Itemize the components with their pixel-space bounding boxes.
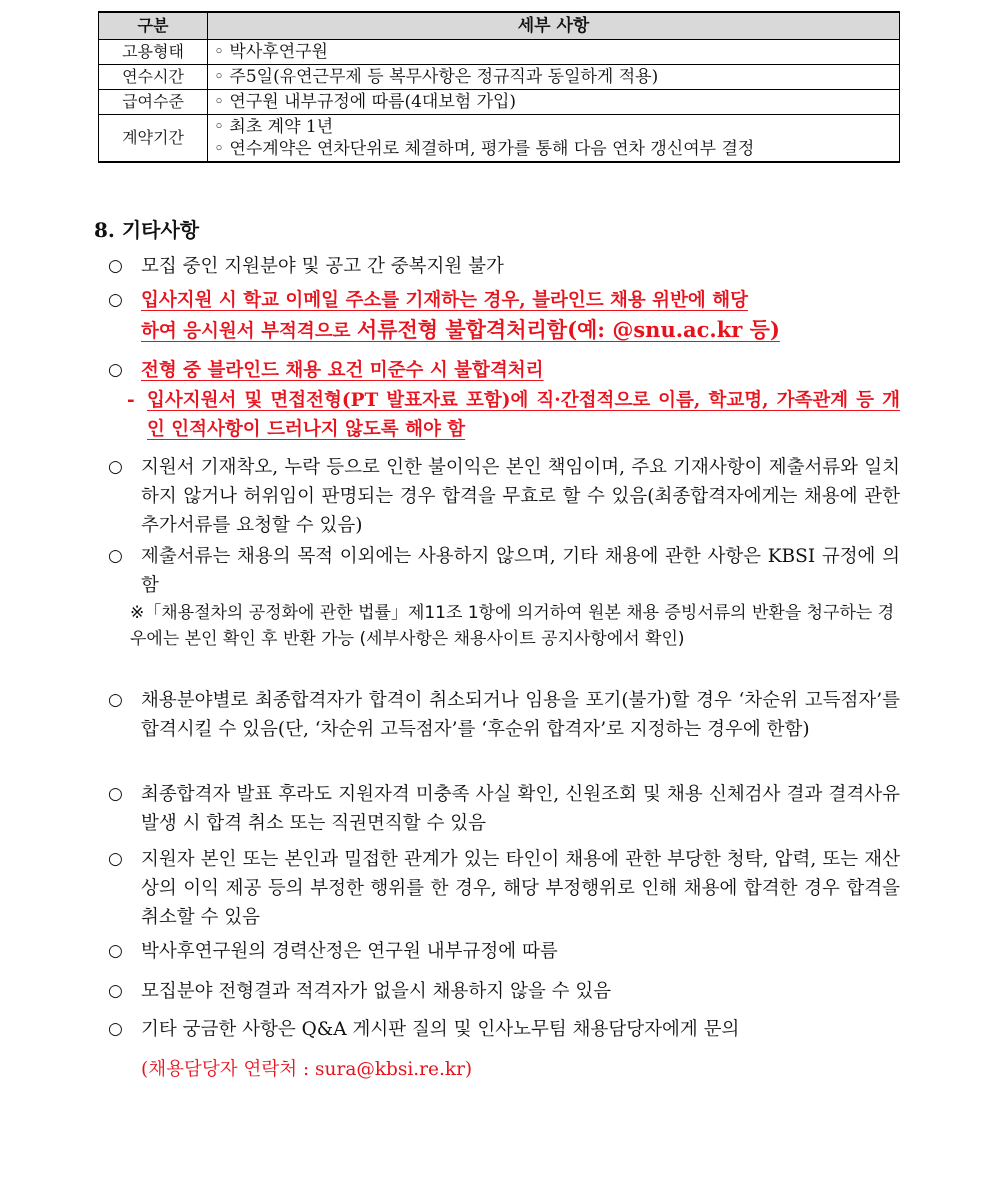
table-row xyxy=(99,90,900,115)
table-header-details: 세부 사항 xyxy=(208,12,900,40)
table-row xyxy=(99,65,900,90)
list-item xyxy=(108,453,900,540)
circle-bullet-icon: ○ xyxy=(108,546,123,566)
reference-note: ※「채용절차의 공정화에 관한 법률」제11조 1항에 의거하여 원본 채용 증빙서류의 반환을 청구하는 경우에는 본인 확인 후 반환 가능 (세부사항은 채용사이트 공지사항에서 확인) xyxy=(130,603,895,649)
item-text: 모집 중인 지원분야 및 공고 간 중복지원 불가 xyxy=(141,256,504,277)
item-text: 최종합격자 발표 후라도 지원자격 미충족 사실 확인, 신원조회 및 채용 신체검사 결과 결격사유 발생 시 합격 취소 또는 직권면직할 수 있음 xyxy=(141,784,900,834)
row-detail xyxy=(208,115,900,163)
item-text xyxy=(141,356,900,385)
item-text: 제출서류는 채용의 목적 이외에는 사용하지 않으며, 기타 채용에 관한 사항은 KBSI 규정에 의함 xyxy=(141,546,900,596)
table-header-row xyxy=(99,12,900,40)
list-item xyxy=(108,252,900,281)
row-detail: ◦ 연구원 내부규정에 따름(4대보험 가입) xyxy=(208,90,900,115)
row-label: 연수시간 xyxy=(99,65,208,90)
circle-bullet-icon: ○ xyxy=(108,784,123,804)
row-detail-line: ◦ 연수계약은 연차단위로 체결하며, 평가를 통해 다음 연차 갱신여부 결정 xyxy=(214,139,755,159)
list-item-blind-email xyxy=(108,286,900,346)
item-text-line: 입사지원 시 학교 이메일 주소를 기재하는 경우, 블라인드 채용 위반에 해당 xyxy=(141,290,748,311)
circle-bullet-icon: ○ xyxy=(108,290,123,310)
row-label: 계약기간 xyxy=(99,115,208,163)
item-text-line: 전형 중 블라인드 채용 요건 미준수 시 불합격처리 xyxy=(141,360,544,381)
circle-bullet-icon: ○ xyxy=(108,941,123,961)
list-item-blind-rule xyxy=(108,356,900,385)
item-text xyxy=(141,286,900,346)
circle-bullet-icon: ○ xyxy=(108,849,123,869)
table-header-category: 구분 xyxy=(99,12,208,40)
item-text: 모집분야 전형결과 적격자가 없을시 채용하지 않을 수 있음 xyxy=(141,981,612,1002)
table-row xyxy=(99,40,900,65)
row-detail: ◦ 박사후연구원 xyxy=(208,40,900,65)
item-text: 채용분야별로 최종합격자가 합격이 취소되거나 임용을 포기(불가)할 경우 ‘차순위 고득점자’를 합격시킬 수 있음(단, ‘차순위 고득점자’를 ‘후순위 합격자’로 지정하는 경우에 한함) xyxy=(141,690,900,740)
contact-email: (채용담당자 연락처 : sura@kbsi.re.kr) xyxy=(141,1059,473,1080)
section-title: 8. 기타사항 xyxy=(94,218,200,242)
sub-item xyxy=(127,386,900,444)
item-text-line: 하여 응시원서 부적격으로 xyxy=(141,321,357,342)
dash-bullet: - xyxy=(127,390,135,411)
row-label: 급여수준 xyxy=(99,90,208,115)
table-row xyxy=(99,115,900,163)
employment-conditions-table xyxy=(98,11,900,163)
sub-item-text: 입사지원서 및 면접전형(PT 발표자료 포함)에 직·간접적으로 이름, 학교명, 가족관계 등 개인 인적사항이 드러나지 않도록 해야 함 xyxy=(147,390,900,440)
row-detail-line: ◦ 최초 계약 1년 xyxy=(214,117,334,137)
contact-line xyxy=(108,1055,900,1084)
list-item xyxy=(108,937,900,966)
list-item xyxy=(108,845,900,932)
item-text: 지원자 본인 또는 본인과 밀접한 관계가 있는 타인이 채용에 관한 부당한 청탁, 압력, 또는 재산상의 이익 제공 등의 부정한 행위를 한 경우, 해당 부정행위로 인해 채용에 합격한 경우 합격을 취소할 수 있음 xyxy=(141,849,900,928)
circle-bullet-icon: ○ xyxy=(108,981,123,1001)
list-item xyxy=(108,780,900,838)
circle-bullet-icon: ○ xyxy=(108,360,123,380)
item-text-emphasis: 서류전형 불합격처리함(예: @snu.ac.kr 등) xyxy=(356,317,780,342)
circle-bullet-icon: ○ xyxy=(108,256,123,276)
circle-bullet-icon: ○ xyxy=(108,690,123,710)
list-item xyxy=(108,686,900,744)
item-text: 박사후연구원의 경력산정은 연구원 내부규정에 따름 xyxy=(141,941,558,962)
list-item xyxy=(108,1015,900,1044)
circle-bullet-icon: ○ xyxy=(108,1019,123,1039)
circle-bullet-icon: ○ xyxy=(108,457,123,477)
item-text: 기타 궁금한 사항은 Q&A 게시판 질의 및 인사노무팀 채용담당자에게 문의 xyxy=(141,1019,740,1040)
list-item xyxy=(108,542,900,600)
item-text: 지원서 기재착오, 누락 등으로 인한 불이익은 본인 책임이며, 주요 기재사항이 제출서류와 일치하지 않거나 허위임이 판명되는 경우 합격을 무효로 할 수 있음(최종합격자에게는 채용에 관한 추가서류를 요청할 수 있음) xyxy=(141,457,900,536)
row-detail: ◦ 주5일(유연근무제 등 복무사항은 정규직과 동일하게 적용) xyxy=(208,65,900,90)
list-item xyxy=(108,977,900,1006)
row-label: 고용형태 xyxy=(99,40,208,65)
